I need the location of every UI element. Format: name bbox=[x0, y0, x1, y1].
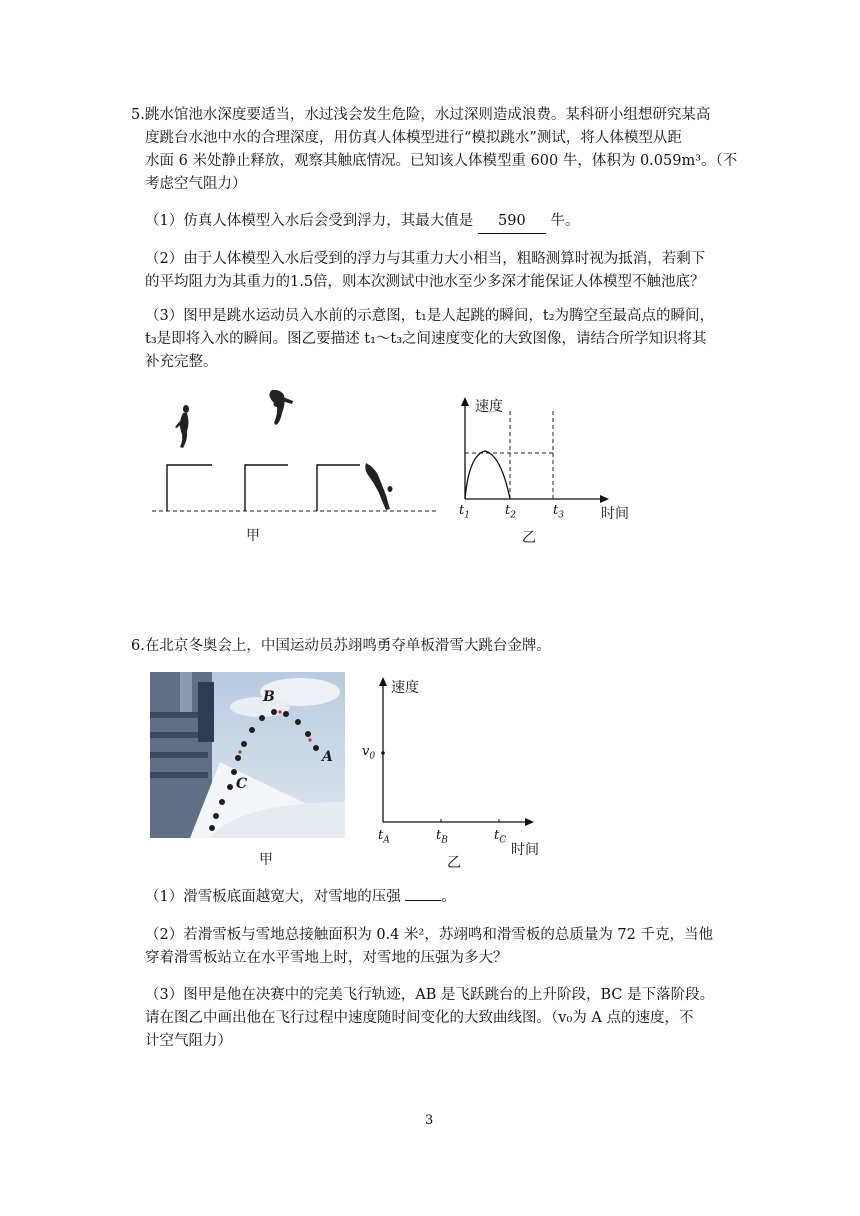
q5-sub3-line1: （3）图甲是跳水运动员入水前的示意图，t₁是人起跳的瞬间，t₂为腾空至最高点的瞬间， bbox=[145, 308, 715, 324]
q6-sub2-line2: 穿着滑雪板站立在水平雪地上时，对雪地的压强为多大？ bbox=[145, 950, 508, 966]
q6-tick-ta-text: t bbox=[378, 828, 384, 843]
q6-sub1-blank[interactable] bbox=[405, 900, 441, 901]
q6-figure-left-label: 甲 bbox=[259, 852, 273, 868]
q6-photo-label-a: A bbox=[322, 749, 333, 765]
q6-sub3-line3: 计空气阻力） bbox=[145, 1033, 232, 1049]
q6-tick-tc bbox=[494, 828, 506, 846]
q6-sub1-text: （1）滑雪板底面越宽大，对雪地的压强 bbox=[145, 889, 401, 905]
q6-tick-tb-sub: B bbox=[441, 835, 448, 846]
q6-ski-jump-photo bbox=[150, 672, 345, 838]
q6-photo-label-b: B bbox=[263, 689, 275, 705]
q6-sub3-line1: （3）图甲是他在决赛中的完美飞行轨迹，AB 是飞跃跳台的上升阶段，BC 是下落阶段。 bbox=[145, 987, 715, 1003]
q6-tick-tc-text: t bbox=[494, 828, 500, 843]
q5-stem-line1: 5.跳水馆池水深度要适当，水过浅会发生危险，水过深则造成浪费。某科研小组想研究某高 bbox=[131, 107, 711, 123]
q5-figure-left-label: 甲 bbox=[246, 528, 260, 544]
q6-tick-v0 bbox=[362, 744, 375, 762]
q5-tick-t3-text: t bbox=[553, 503, 559, 518]
q5-tick-t1 bbox=[459, 503, 470, 521]
q6-sub3-line2: 请在图乙中画出他在飞行过程中速度随时间变化的大致曲线图。（v₀为 A 点的速度，不 bbox=[145, 1010, 694, 1026]
q5-tick-t1-text: t bbox=[459, 503, 465, 518]
q6-tick-tc-sub: C bbox=[499, 835, 507, 846]
q5-tick-t2-sub: 2 bbox=[510, 510, 516, 521]
diver-silhouette-3 bbox=[365, 463, 392, 510]
q6-tick-v0-sub: 0 bbox=[369, 751, 376, 762]
q5-stem-line3: 水面 6 米处静止释放，观察其触底情况。已知该人体模型重 600 牛，体积为 0.059m³。（不 bbox=[145, 153, 738, 169]
q6-graph-y-label: 速度 bbox=[391, 680, 419, 696]
q5-tick-t2-text: t bbox=[505, 503, 511, 518]
q6-tick-tb-text: t bbox=[436, 828, 442, 843]
q5-tick-t3-sub: 3 bbox=[558, 510, 564, 521]
q5-sub3-line3: 补充完整。 bbox=[145, 354, 218, 370]
q5-sub1-answer: 590 bbox=[478, 210, 546, 234]
q5-sub1 bbox=[145, 210, 579, 234]
diver-silhouette-1 bbox=[175, 405, 189, 448]
q6-graph-x-label: 时间 bbox=[511, 842, 539, 858]
q5-tick-t3 bbox=[553, 503, 564, 521]
q6-stem: 6.在北京冬奥会上，中国运动员苏翊鸣勇夺单板滑雪大跳台金牌。 bbox=[131, 638, 551, 654]
q5-sub1-text: （1）仿真人体模型入水后会受到浮力，其最大值是 bbox=[145, 213, 474, 229]
q6-sub2-line1: （2）若滑雪板与雪地总接触面积为 0.4 米²，苏翊鸣和滑雪板的总质量为 72 千克，当他 bbox=[145, 927, 713, 943]
q6-tick-tb bbox=[436, 828, 448, 846]
q6-sub1-end: 。 bbox=[441, 889, 456, 905]
q5-tick-t1-sub: 1 bbox=[464, 510, 470, 521]
q5-tick-t2 bbox=[505, 503, 516, 521]
q5-diving-figure bbox=[150, 385, 440, 520]
q5-figure-right-label: 乙 bbox=[522, 530, 536, 546]
q5-sub2-line2: 的平均阻力为其重力的1.5倍，则本次测试中池水至少多深才能保证人体模型不触池底？ bbox=[145, 274, 705, 290]
q5-sub3-line2: t₃是即将入水的瞬间。图乙要描述 t₁～t₃之间速度变化的大致图像，请结合所学知识将其 bbox=[145, 331, 707, 347]
q6-figure-right-label: 乙 bbox=[447, 855, 461, 871]
q5-graph-y-label: 速度 bbox=[475, 399, 503, 415]
q6-tick-ta bbox=[378, 828, 390, 846]
q6-photo-label-c: C bbox=[236, 776, 248, 792]
page-number: 3 bbox=[425, 1113, 434, 1128]
q5-sub2-line1: （2）由于人体模型入水后受到的浮力与其重力大小相当，粗略测算时视为抵消，若剩下 bbox=[145, 251, 706, 267]
q5-stem-line2: 度跳台水池中水的合理深度，用仿真人体模型进行“模拟跳水”测试，将人体模型从距 bbox=[145, 130, 682, 146]
q5-sub1-unit: 牛。 bbox=[550, 213, 580, 229]
q5-graph-x-label: 时间 bbox=[601, 506, 629, 522]
q6-tick-v0-text: v bbox=[362, 744, 370, 759]
q6-tick-ta-sub: A bbox=[383, 835, 390, 846]
diver-silhouette-2 bbox=[269, 390, 293, 425]
q6-sub1 bbox=[145, 886, 456, 909]
q5-stem-line4: 考虑空气阻力） bbox=[145, 176, 247, 192]
